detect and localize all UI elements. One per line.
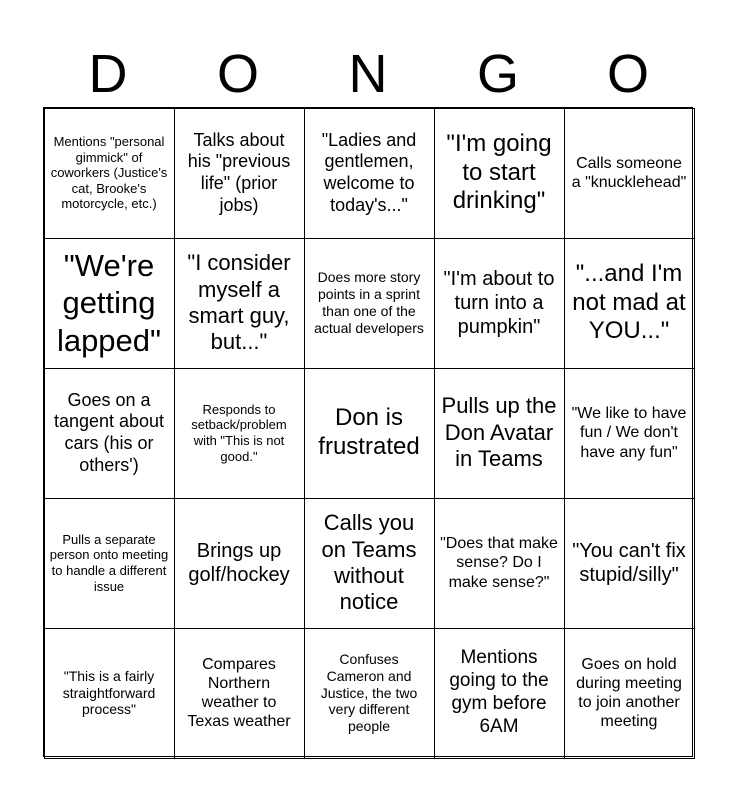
bingo-cell[interactable]: "...and I'm not mad at YOU..." <box>564 238 695 369</box>
bingo-cell[interactable]: "You can't fix stupid/silly" <box>564 498 695 629</box>
bingo-cell[interactable]: Goes on a tangent about cars (his or others') <box>44 368 175 499</box>
bingo-cell[interactable]: Confuses Cameron and Justice, the two very different people <box>304 628 435 759</box>
bingo-cell[interactable]: "Does that make sense? Do I make sense?" <box>434 498 565 629</box>
bingo-cell[interactable]: Compares Northern weather to Texas weather <box>174 628 305 759</box>
bingo-grid <box>43 107 693 757</box>
title-letter-o2: O <box>606 44 649 104</box>
bingo-title <box>43 40 693 108</box>
bingo-cell[interactable]: "I'm going to start drinking" <box>434 108 565 239</box>
title-letter-o: O <box>216 44 259 104</box>
bingo-cell[interactable]: Brings up golf/hockey <box>174 498 305 629</box>
bingo-cell[interactable]: "Ladies and gentlemen, welcome to today's..." <box>304 108 435 239</box>
title-letter-d: D <box>88 44 128 104</box>
title-letter-n: N <box>348 44 388 104</box>
bingo-cell[interactable]: Pulls a separate person onto meeting to handle a different issue <box>44 498 175 629</box>
bingo-cell[interactable]: Responds to setback/problem with "This is not good." <box>174 368 305 499</box>
bingo-cell[interactable]: Mentions going to the gym before 6AM <box>434 628 565 759</box>
bingo-cell[interactable]: Pulls up the Don Avatar in Teams <box>434 368 565 499</box>
bingo-cell[interactable]: Calls someone a "knucklehead" <box>564 108 695 239</box>
bingo-cell[interactable]: "We like to have fun / We don't have any fun" <box>564 368 695 499</box>
bingo-cell[interactable]: Mentions "personal gimmick" of coworkers (Justice's cat, Brooke's motorcycle, etc.) <box>44 108 175 239</box>
bingo-cell[interactable]: "We're getting lapped" <box>44 238 175 369</box>
title-letter-g: G <box>476 44 519 104</box>
bingo-cell[interactable]: "This is a fairly straightforward process" <box>44 628 175 759</box>
bingo-cell[interactable]: Don is frustrated <box>304 368 435 499</box>
bingo-cell[interactable]: Talks about his "previous life" (prior jobs) <box>174 108 305 239</box>
bingo-cell[interactable]: "I consider myself a smart guy, but..." <box>174 238 305 369</box>
bingo-cell[interactable]: Goes on hold during meeting to join another meeting <box>564 628 695 759</box>
bingo-cell[interactable]: "I'm about to turn into a pumpkin" <box>434 238 565 369</box>
bingo-cell[interactable]: Calls you on Teams without notice <box>304 498 435 629</box>
bingo-cell[interactable]: Does more story points in a sprint than one of the actual developers <box>304 238 435 369</box>
